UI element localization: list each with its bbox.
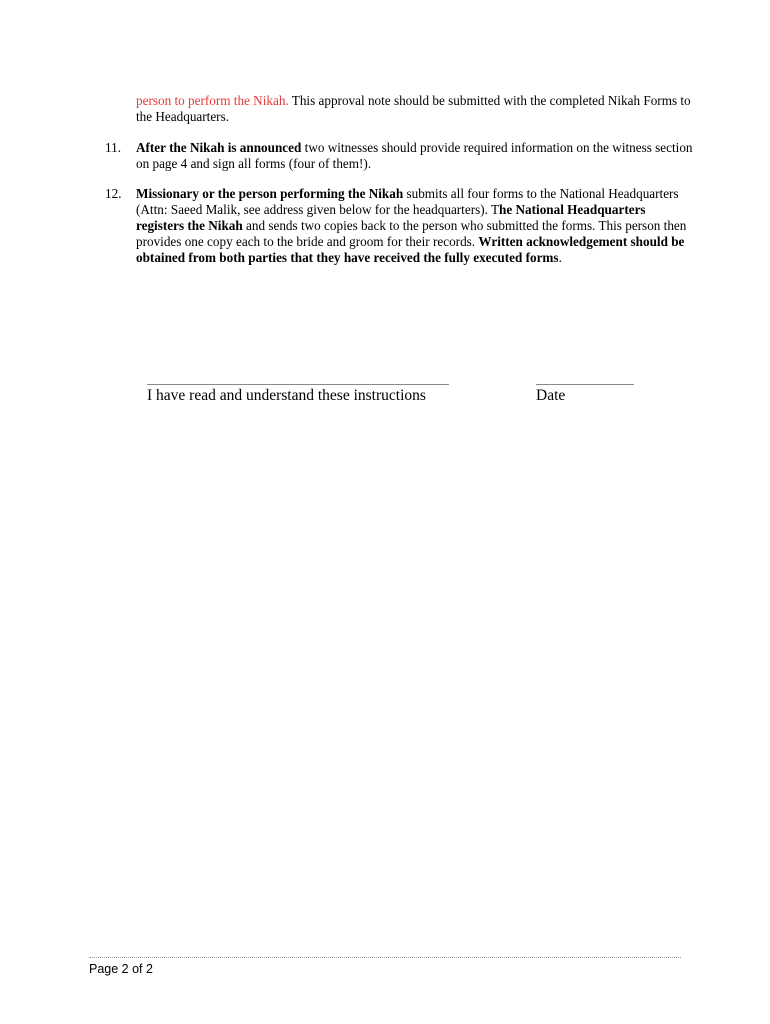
list-item-bold-text: Missionary or the person performing the Nikah xyxy=(136,186,404,201)
continuation-text: This approval note should be submitted with the completed Nikah Forms to the Headquarters. xyxy=(136,93,691,124)
list-item-body xyxy=(136,186,695,266)
date-line[interactable] xyxy=(536,384,634,385)
list-item-number: 11. xyxy=(105,140,121,155)
list-item-bold-text: After the Nikah is announced xyxy=(136,140,302,155)
page-number: Page 2 of 2 xyxy=(89,962,153,976)
list-item-body xyxy=(136,140,695,172)
list-item-text: . xyxy=(558,250,562,265)
list-item-text: submits all four forms to the National Headquarters (Attn: Saeed Malik, see address given below for the headquarters). T xyxy=(136,186,679,217)
list-item-number: 12. xyxy=(105,186,122,201)
list-item-bold-text: Written acknowledgement should be obtained from both parties that they have received the fully executed forms xyxy=(136,234,685,265)
footer-divider xyxy=(89,957,681,958)
continuation-paragraph xyxy=(136,93,696,125)
list-item-bold-text: he National Headquarters registers the Nikah xyxy=(136,202,646,233)
list-item-text: two witnesses should provide required information on the witness section on page 4 and sign all forms (four of them!). xyxy=(136,140,693,171)
list-item-text: and sends two copies back to the person who submitted the forms. This person then provides one copy each to the bride and groom for their records. xyxy=(136,218,687,249)
signature-line[interactable] xyxy=(147,384,449,385)
signature-label: I have read and understand these instructions xyxy=(147,387,426,404)
date-label: Date xyxy=(536,387,566,404)
continuation-red-text: person to perform the Nikah. xyxy=(136,93,289,108)
